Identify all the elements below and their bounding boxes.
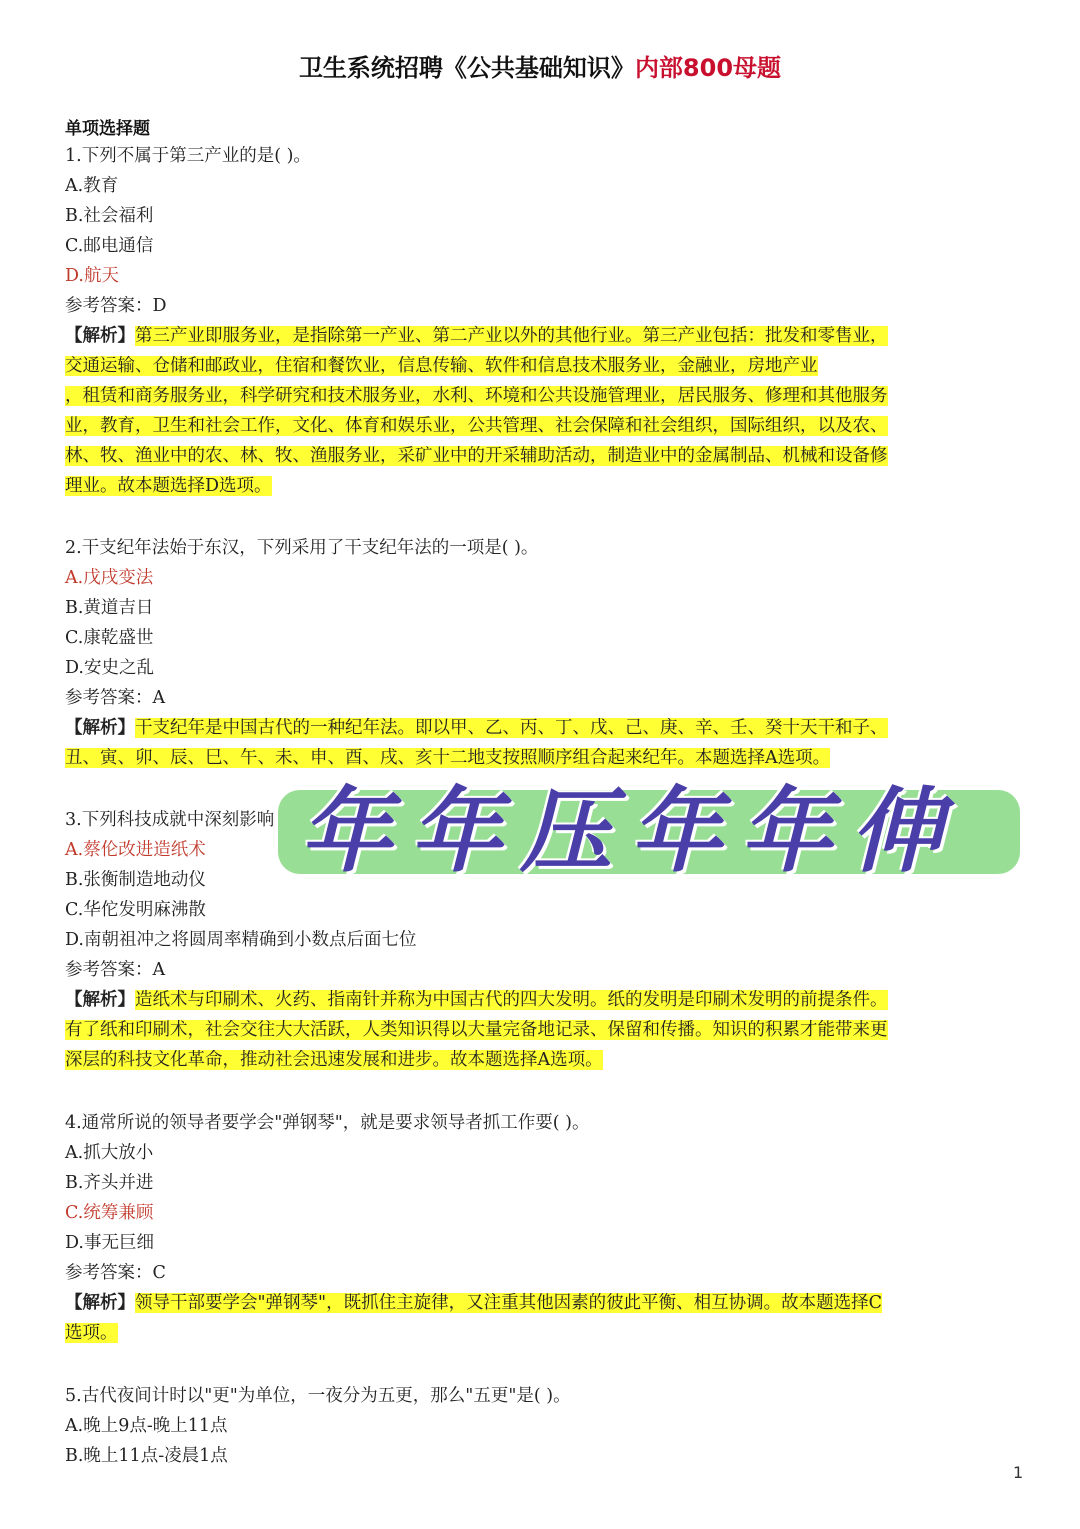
analysis-label: 【解析】: [65, 326, 135, 346]
analysis-text: 深层的科技文化革命，推动社会迅速发展和进步。故本题选择A选项。: [65, 1050, 603, 1070]
option-d: D.安史之乱: [65, 658, 154, 678]
question-2: [65, 533, 1010, 773]
title-main: 卫生系统招聘《公共基础知识》: [298, 54, 635, 82]
answer-line: [65, 683, 1010, 713]
option-c-correct: C.统筹兼顾: [65, 1203, 154, 1223]
option-b: B.黄道吉日: [65, 598, 154, 618]
analysis-text: ，租赁和商务服务业，科学研究和技术服务业，水利、环境和公共设施管理业，居民服务、修理和其他服务: [65, 386, 888, 406]
answer-line: [65, 955, 1010, 985]
answer-line: [65, 291, 1010, 321]
analysis-text: 交通运输、仓储和邮政业，住宿和餐饮业，信息传输、软件和信息技术服务业，金融业，房地产业: [65, 356, 818, 376]
analysis-text: 林、牧、渔业中的农、林、牧、渔服务业，采矿业中的开采辅助活动，制造业中的金属制品、机械和设备修: [65, 446, 888, 466]
option-a: A.晚上9点-晚上11点: [65, 1416, 228, 1436]
option-d: D.事无巨细: [65, 1233, 154, 1253]
option-c: C.康乾盛世: [65, 628, 154, 648]
analysis-text: 领导干部要学会"弹钢琴"，既抓住主旋律，又注重其他因素的彼此平衡、相互协调。故本题选择C: [135, 1293, 882, 1313]
answer-label: 参考答案：: [65, 688, 153, 708]
option-a: A.抓大放小: [65, 1143, 154, 1163]
question-4: [65, 1108, 1010, 1348]
analysis-block: [65, 985, 1010, 1075]
analysis-text: 选项。: [65, 1323, 118, 1343]
analysis-text: 业，教育，卫生和社会工作，文化、体育和娱乐业，公共管理、社会保障和社会组织，国际组织，以及农、: [65, 416, 888, 436]
option-b: B.晚上11点-凌晨1点: [65, 1446, 228, 1466]
option-b: B.张衡制造地动仪: [65, 870, 206, 890]
analysis-block: [65, 1288, 1010, 1348]
answer-value: A: [152, 960, 166, 980]
option-c: C.华佗发明麻沸散: [65, 900, 206, 920]
question-1: [65, 141, 1010, 501]
analysis-text: 理业。故本题选择D选项。: [65, 476, 272, 496]
analysis-text: 造纸术与印刷术、火药、指南针并称为中国古代的四大发明。纸的发明是印刷术发明的前提条件。: [135, 990, 888, 1010]
analysis-label: 【解析】: [65, 718, 135, 738]
option-c: C.邮电通信: [65, 236, 154, 256]
answer-label: 参考答案：: [65, 960, 153, 980]
analysis-text: 干支纪年是中国古代的一种纪年法。即以甲、乙、丙、丁、戊、己、庚、辛、壬、癸十天干和子、: [135, 718, 888, 738]
option-b: B.社会福利: [65, 206, 154, 226]
analysis-label: 【解析】: [65, 1293, 135, 1313]
answer-value: D: [152, 296, 167, 316]
answer-value: A: [152, 688, 166, 708]
answer-line: [65, 1258, 1010, 1288]
answer-label: 参考答案：: [65, 296, 153, 316]
answer-label: 参考答案：: [65, 1263, 153, 1283]
option-a-correct: A.戊戌变法: [65, 568, 154, 588]
analysis-text: 有了纸和印刷术，社会交往大大活跃，人类知识得以大量完备地记录、保留和传播。知识的积累才能带来更: [65, 1020, 888, 1040]
analysis-text: 第三产业即服务业，是指除第一产业、第二产业以外的其他行业。第三产业包括：批发和零售业，: [135, 326, 888, 346]
option-a-correct: A.蔡伦改进造纸术: [65, 840, 206, 860]
option-d: D.南朝祖冲之将圆周率精确到小数点后面七位: [65, 930, 417, 950]
analysis-label: 【解析】: [65, 990, 135, 1010]
page-number: 1: [1013, 1463, 1024, 1482]
analysis-text: 丑、寅、卯、辰、巳、午、未、申、酉、戌、亥十二地支按照顺序组合起来纪年。本题选择A选项。: [65, 748, 831, 768]
question-stem: 2.干支纪年法始于东汉，下列采用了干支纪年法的一项是( )。: [65, 538, 539, 558]
question-stem: 5.古代夜间计时以"更"为单位，一夜分为五更，那么"五更"是( )。: [65, 1386, 571, 1406]
option-b: B.齐头并进: [65, 1173, 154, 1193]
title-highlight: 内部800母题: [634, 54, 782, 82]
question-5: [65, 1381, 1010, 1471]
question-stem: 3.下列科技成就中深刻影响: [65, 810, 275, 830]
section-title: 单项选择题: [65, 119, 150, 139]
question-stem: 4.通常所说的领导者要学会"弹钢琴"，就是要求领导者抓工作要( )。: [65, 1113, 590, 1133]
question-stem: 1.下列不属于第三产业的是( )。: [65, 146, 311, 166]
analysis-block: [65, 321, 1010, 501]
option-d-correct: D.航天: [65, 266, 119, 286]
watermark-text: 年年压年年伸: [300, 778, 961, 885]
option-a: A.教育: [65, 176, 119, 196]
answer-value: C: [152, 1263, 166, 1283]
page-title: [0, 48, 1080, 83]
